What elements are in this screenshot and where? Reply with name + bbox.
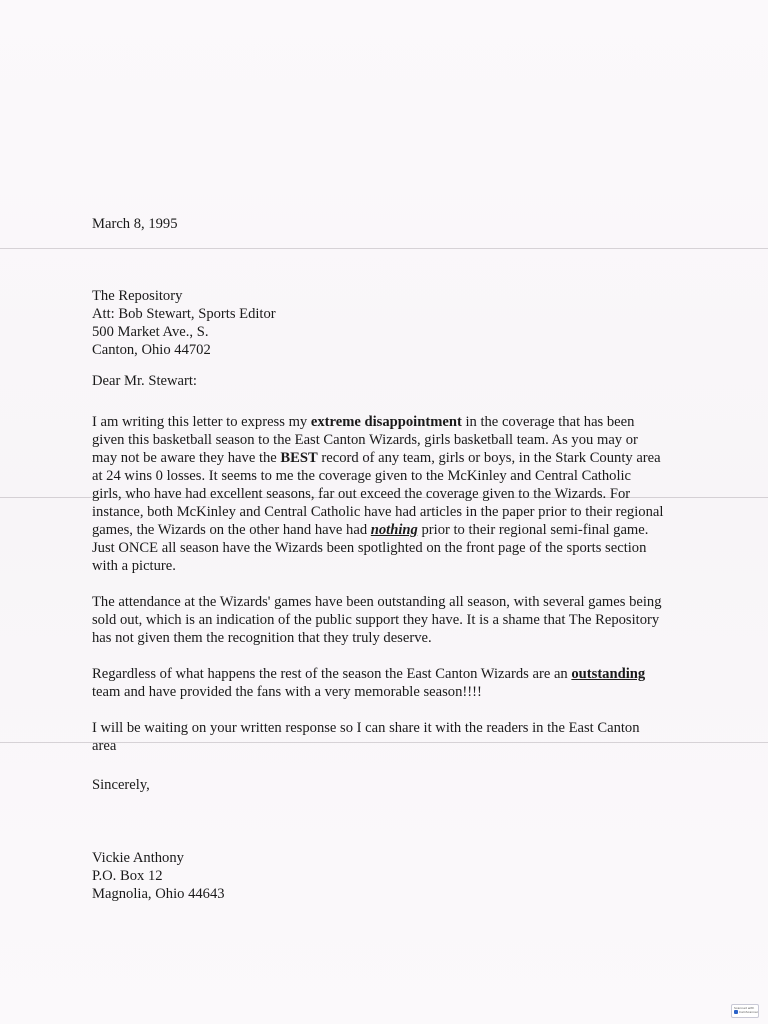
emphasis-extreme-disappointment: extreme disappointment — [310, 414, 462, 430]
text-run: in the coverage that has been — [461, 414, 635, 430]
emphasis-outstanding: outstanding — [571, 666, 646, 682]
recipient-city: Canton, Ohio 44702 — [92, 342, 211, 358]
paragraph-line: sold out, which is an indication of the public support they have. It is a shame that The Repository — [92, 612, 660, 628]
text-run: games, the Wizards on the other hand have had — [92, 522, 371, 538]
paragraph-line — [92, 521, 663, 539]
recipient-name: The Repository — [92, 288, 183, 304]
emphasis-best: BEST — [280, 450, 318, 466]
scanner-badge-caption: Scanned with — [734, 1006, 755, 1010]
paragraph-line: at 24 wins 0 losses. It seems to me the coverage given to the McKinley and Central Catholic — [92, 468, 632, 484]
text-run: Regardless of what happens the rest of the season the East Canton Wizards are an — [92, 666, 572, 682]
paper-fold-line — [0, 248, 768, 249]
paragraph-line — [92, 413, 663, 431]
paragraph-coverage — [92, 413, 663, 575]
sender-name: Vickie Anthony — [92, 850, 184, 866]
paragraph-line: instance, both McKinley and Central Catholic have had articles in the paper prior to their regional — [92, 504, 664, 520]
recipient-attention: Att: Bob Stewart, Sports Editor — [92, 306, 276, 322]
sender-po-box: P.O. Box 12 — [92, 868, 163, 884]
text-run: prior to their regional semi-final game. — [417, 522, 649, 538]
text-run: I am writing this letter to express my — [92, 414, 311, 430]
scanner-badge-brand-row — [734, 1010, 759, 1014]
paragraph-line: Just ONCE all season have the Wizards been spotlighted on the front page of the sports section — [92, 540, 647, 556]
letter-closing: Sincerely, — [92, 777, 150, 793]
paragraph-line: area — [92, 738, 117, 754]
paragraph-line: team and have provided the fans with a very memorable season!!!! — [92, 684, 482, 700]
recipient-address-block — [92, 287, 276, 359]
text-run: record of any team, girls or boys, in the Stark County area — [317, 450, 661, 466]
paragraph-line — [92, 449, 663, 467]
sender-address-block — [92, 849, 225, 903]
camscanner-logo-icon — [734, 1010, 738, 1014]
salutation: Dear Mr. Stewart: — [92, 373, 197, 389]
paragraph-attendance — [92, 593, 662, 647]
paragraph-line: I will be waiting on your written response so I can share it with the readers in the East Canton — [92, 720, 640, 736]
sender-city: Magnolia, Ohio 44643 — [92, 886, 225, 902]
paragraph-response-request — [92, 719, 640, 755]
scanner-badge-brand: CamScanner — [739, 1010, 759, 1014]
paragraph-line: The attendance at the Wizards' games have been outstanding all season, with several games being — [92, 594, 662, 610]
paragraph-line: with a picture. — [92, 558, 176, 574]
paragraph-line: girls, who have had excellent seasons, far out exceed the coverage given to the Wizards. For — [92, 486, 631, 502]
paragraph-outstanding-team — [92, 665, 645, 701]
scanner-watermark-badge — [731, 1004, 759, 1018]
paragraph-line — [92, 665, 645, 683]
text-run: may not be aware they have the — [92, 450, 281, 466]
letter-date: March 8, 1995 — [92, 216, 178, 232]
paragraph-line: has not given them the recognition that they truly deserve. — [92, 630, 432, 646]
emphasis-nothing: nothing — [370, 522, 418, 538]
paragraph-line: given this basketball season to the East Canton Wizards, girls basketball team. As you may or — [92, 432, 638, 448]
recipient-street: 500 Market Ave., S. — [92, 324, 209, 340]
